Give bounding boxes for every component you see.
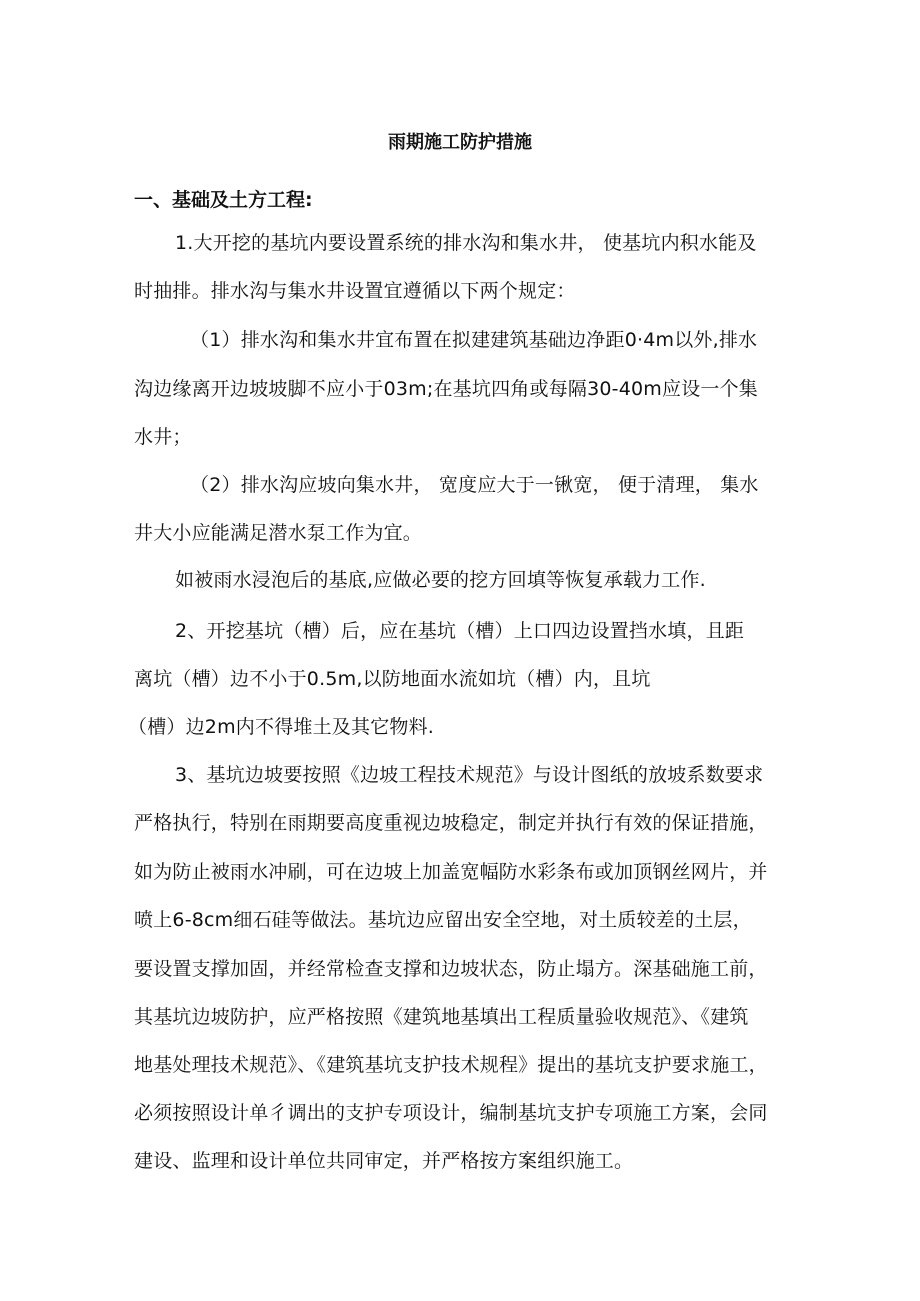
paragraph-line: （1）排水沟和集水井宜布置在拟建建筑基础边净距0·4m以外,排水 bbox=[190, 329, 758, 351]
paragraph-line: 必须按照设计单彳调出的支护专项设计，编制基坑支护专项施工方案，会同 bbox=[134, 1102, 768, 1124]
paragraph-line: 沟边缘离开边坡坡脚不应小于03m;在基坑四角或每隔30-40m应设一个集 bbox=[134, 378, 759, 400]
paragraph-line: 时抽排。排水沟与集水井设置宜遵循以下两个规定： bbox=[134, 280, 576, 302]
paragraph-line: 水井； bbox=[134, 426, 192, 448]
paragraph-line: 要设置支撑加固，并经常检查支撑和边坡状态，防止塌方。深基础施工前， bbox=[134, 958, 768, 980]
paragraph-line: 离坑（槽）边不小于0.5m,以防地面水流如坑（槽）内，且坑 bbox=[134, 668, 651, 690]
paragraph-line: 如被雨水浸泡后的基底,应做必要的挖方回填等恢复承载力工作. bbox=[175, 569, 706, 591]
paragraph-line: 地基处理技术规范》、《建筑基坑支护技术规程》提出的基坑支护要求施工， bbox=[134, 1054, 768, 1076]
section-heading: 一、基础及土方工程: bbox=[134, 189, 313, 211]
paragraph-line: 建设、监理和设计单位共同审定，并严格按方案组织施工。 bbox=[134, 1150, 634, 1172]
paragraph-line: （槽）边2m内不得堆土及其它物料. bbox=[128, 716, 435, 738]
paragraph-line: 井大小应能满足潜水泵工作为宜。 bbox=[134, 522, 423, 544]
paragraph-line: 如为防止被雨水冲刷，可在边坡上加盖宽幅防水彩条布或加顶钢丝网片，并 bbox=[134, 861, 768, 883]
paragraph-line: （2）排水沟应坡向集水井， 宽度应大于一锹宽， 便于清理， 集水 bbox=[190, 474, 759, 496]
paragraph-line: 喷上6-8cm细石硅等做法。基坑边应留出安全空地，对土质较差的土层， bbox=[134, 909, 752, 931]
paragraph-line: 2、开挖基坑（槽）后，应在基坑（槽）上口四边设置挡水填，且距 bbox=[175, 620, 745, 642]
paragraph-line: 3、基坑边坡要按照《边坡工程技术规范》与设计图纸的放坡系数要求 bbox=[175, 764, 764, 786]
document-title: 雨期施工防护措施 bbox=[388, 132, 532, 153]
paragraph-line: 其基坑边坡防护，应严格按照《建筑地基填出工程质量验收规范》、《建筑 bbox=[134, 1006, 749, 1028]
paragraph-line: 1.大开挖的基坑内要设置系统的排水沟和集水井， 使基坑内积水能及 bbox=[175, 232, 757, 254]
paragraph-line: 严格执行，特别在雨期要高度重视边坡稳定，制定并执行有效的保证措施， bbox=[134, 812, 768, 834]
